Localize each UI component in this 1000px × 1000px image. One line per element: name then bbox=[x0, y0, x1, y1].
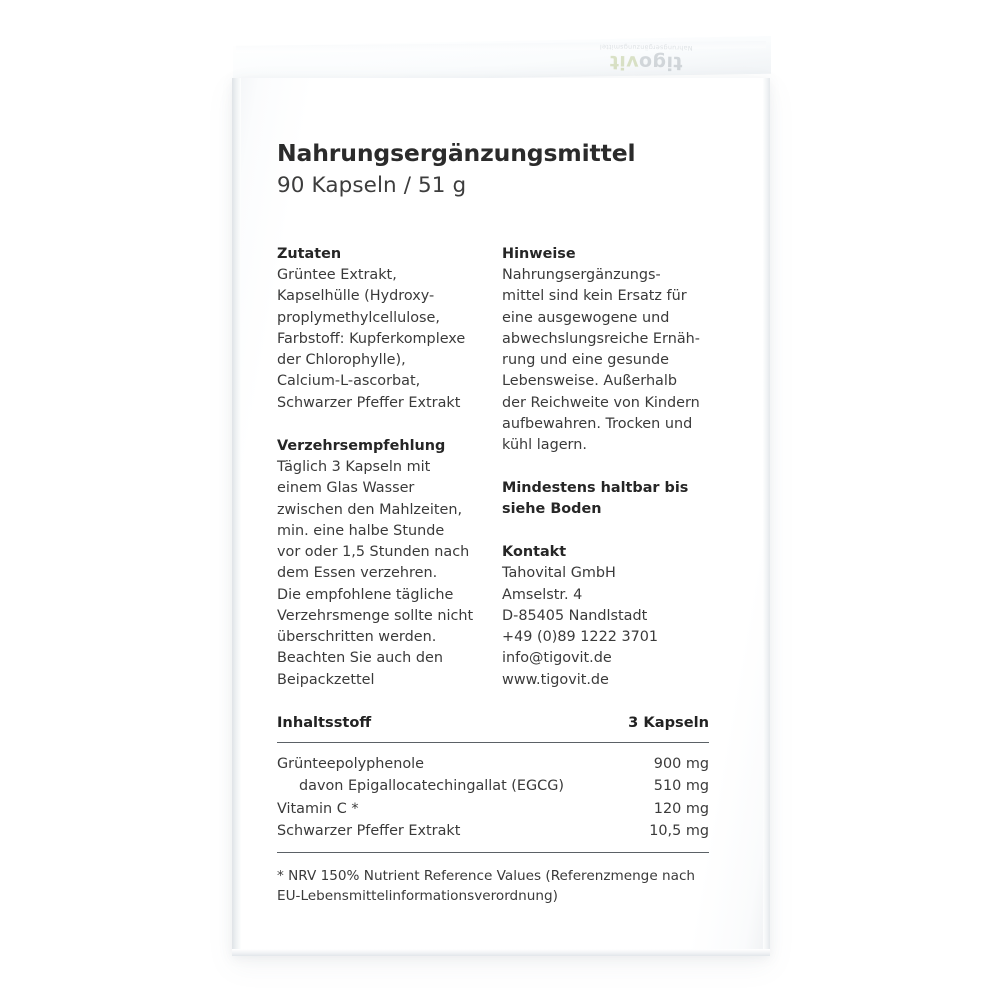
notes-line: der Reichweite von Kindern bbox=[502, 394, 700, 411]
section-notes bbox=[502, 244, 709, 457]
lid-brand-prefix: tigo bbox=[638, 51, 683, 74]
dosage-line: einem Glas Wasser bbox=[277, 480, 415, 497]
best-before-text bbox=[502, 478, 709, 520]
ingredients-line: Calcium-L-ascorbat, bbox=[277, 373, 421, 390]
dosage-line: Beachten Sie auch den bbox=[277, 650, 443, 667]
contact-street: Amselstr. 4 bbox=[502, 586, 583, 603]
section-ingredients bbox=[277, 244, 478, 414]
contact-website: www.tigovit.de bbox=[502, 671, 609, 688]
row-name: Schwarzer Pfeffer Extrakt bbox=[277, 823, 461, 840]
footnote-line: * NRV 150% Nutrient Reference Values (Referenzmenge nach bbox=[277, 868, 696, 884]
info-column-right bbox=[502, 244, 709, 691]
table-row bbox=[277, 798, 709, 820]
lid-brand-tagline: Nahrungsergänzungsmittel bbox=[599, 42, 693, 53]
row-value: 900 mg bbox=[653, 755, 709, 772]
ingredients-body bbox=[277, 265, 478, 414]
title-block bbox=[277, 140, 709, 200]
product-box bbox=[232, 78, 770, 956]
nutrition-table-body bbox=[277, 742, 709, 852]
notes-line: eine ausgewogene und bbox=[502, 309, 670, 326]
dosage-line: zwischen den Mahlzeiten, bbox=[277, 501, 463, 518]
ingredients-line: proplymethylcellulose, bbox=[277, 309, 440, 326]
nutrition-table-element bbox=[277, 714, 709, 853]
table-row bbox=[277, 775, 709, 797]
notes-line: mittel sind kein Ersatz für bbox=[502, 288, 687, 305]
table-header-ingredient: Inhaltsstoff bbox=[277, 714, 372, 731]
table-header-serving: 3 Kapseln bbox=[628, 714, 709, 731]
ingredients-line: Farbstoff: Kupferkomplexe bbox=[277, 330, 466, 347]
notes-line: aufbewahren. Trocken und bbox=[502, 415, 693, 432]
row-name: davon Epigallocatechingallat (EGCG) bbox=[299, 778, 564, 795]
contact-body bbox=[502, 563, 709, 690]
section-contact bbox=[502, 542, 709, 691]
row-name: Vitamin C * bbox=[277, 800, 359, 817]
section-best-before bbox=[502, 478, 709, 520]
dosage-line: Beipackzettel bbox=[277, 671, 375, 688]
front-panel bbox=[277, 140, 709, 691]
nutrition-table bbox=[277, 714, 709, 853]
notes-line: Lebensweise. Außerhalb bbox=[502, 373, 678, 390]
best-before-line: Mindestens haltbar bis bbox=[502, 480, 689, 497]
section-dosage bbox=[277, 436, 478, 691]
best-before-line: siehe Boden bbox=[502, 501, 602, 518]
notes-line: Nahrungsergänzungs- bbox=[502, 267, 661, 284]
contact-company: Tahovital GmbH bbox=[502, 565, 616, 582]
dosage-line: dem Essen verzehren. bbox=[277, 565, 438, 582]
contact-heading: Kontakt bbox=[502, 543, 567, 560]
contact-email: info@tigovit.de bbox=[502, 650, 612, 667]
dosage-line: überschritten werden. bbox=[277, 629, 437, 646]
product-quantity: 90 Kapseln / 51 g bbox=[277, 172, 467, 198]
row-value: 510 mg bbox=[653, 778, 709, 795]
table-footnote bbox=[277, 867, 717, 906]
row-name: Grünteepolyphenole bbox=[277, 755, 424, 772]
dosage-line: Täglich 3 Kapseln mit bbox=[277, 459, 431, 476]
dosage-line: Verzehrsmenge sollte nicht bbox=[277, 607, 474, 624]
product-type-heading: Nahrungsergänzungsmittel bbox=[277, 139, 636, 167]
ingredients-line: Grüntee Extrakt, bbox=[277, 267, 397, 284]
row-value: 10,5 mg bbox=[649, 823, 709, 840]
box-bottom-edge bbox=[232, 949, 770, 956]
dosage-line: Die empfohlene tägliche bbox=[277, 586, 454, 603]
notes-line: kühl lagern. bbox=[502, 436, 587, 453]
footnote-line: EU-Lebensmittelinformationsverordnung) bbox=[277, 887, 558, 904]
dosage-line: min. eine halbe Stunde bbox=[277, 522, 445, 539]
notes-line: abwechslungsreiche Ernäh- bbox=[502, 330, 700, 347]
box-right-edge bbox=[763, 78, 770, 956]
ingredients-heading: Zutaten bbox=[277, 245, 342, 262]
lid-brand-suffix: vit bbox=[609, 50, 639, 74]
ingredients-line: Schwarzer Pfeffer Extrakt bbox=[277, 394, 461, 411]
ingredients-line: der Chlorophylle), bbox=[277, 352, 406, 369]
table-header-row bbox=[277, 714, 709, 742]
info-columns bbox=[277, 244, 709, 691]
notes-heading: Hinweise bbox=[502, 245, 576, 262]
nutrition-table-head bbox=[277, 714, 709, 742]
contact-city: D-85405 Nandlstadt bbox=[502, 607, 648, 624]
ingredients-line: Kapselhülle (Hydroxy- bbox=[277, 288, 435, 305]
contact-phone: +49 (0)89 1222 3701 bbox=[502, 629, 659, 646]
box-left-edge bbox=[232, 78, 241, 956]
table-row bbox=[277, 742, 709, 775]
info-column-left bbox=[277, 244, 478, 691]
dosage-line: vor oder 1,5 Stunden nach bbox=[277, 544, 470, 561]
notes-body bbox=[502, 265, 709, 456]
dosage-body bbox=[277, 457, 478, 691]
table-row bbox=[277, 820, 709, 852]
row-value: 120 mg bbox=[653, 800, 709, 817]
notes-line: rung und eine gesunde bbox=[502, 352, 669, 369]
dosage-heading: Verzehrsempfehlung bbox=[277, 437, 446, 454]
